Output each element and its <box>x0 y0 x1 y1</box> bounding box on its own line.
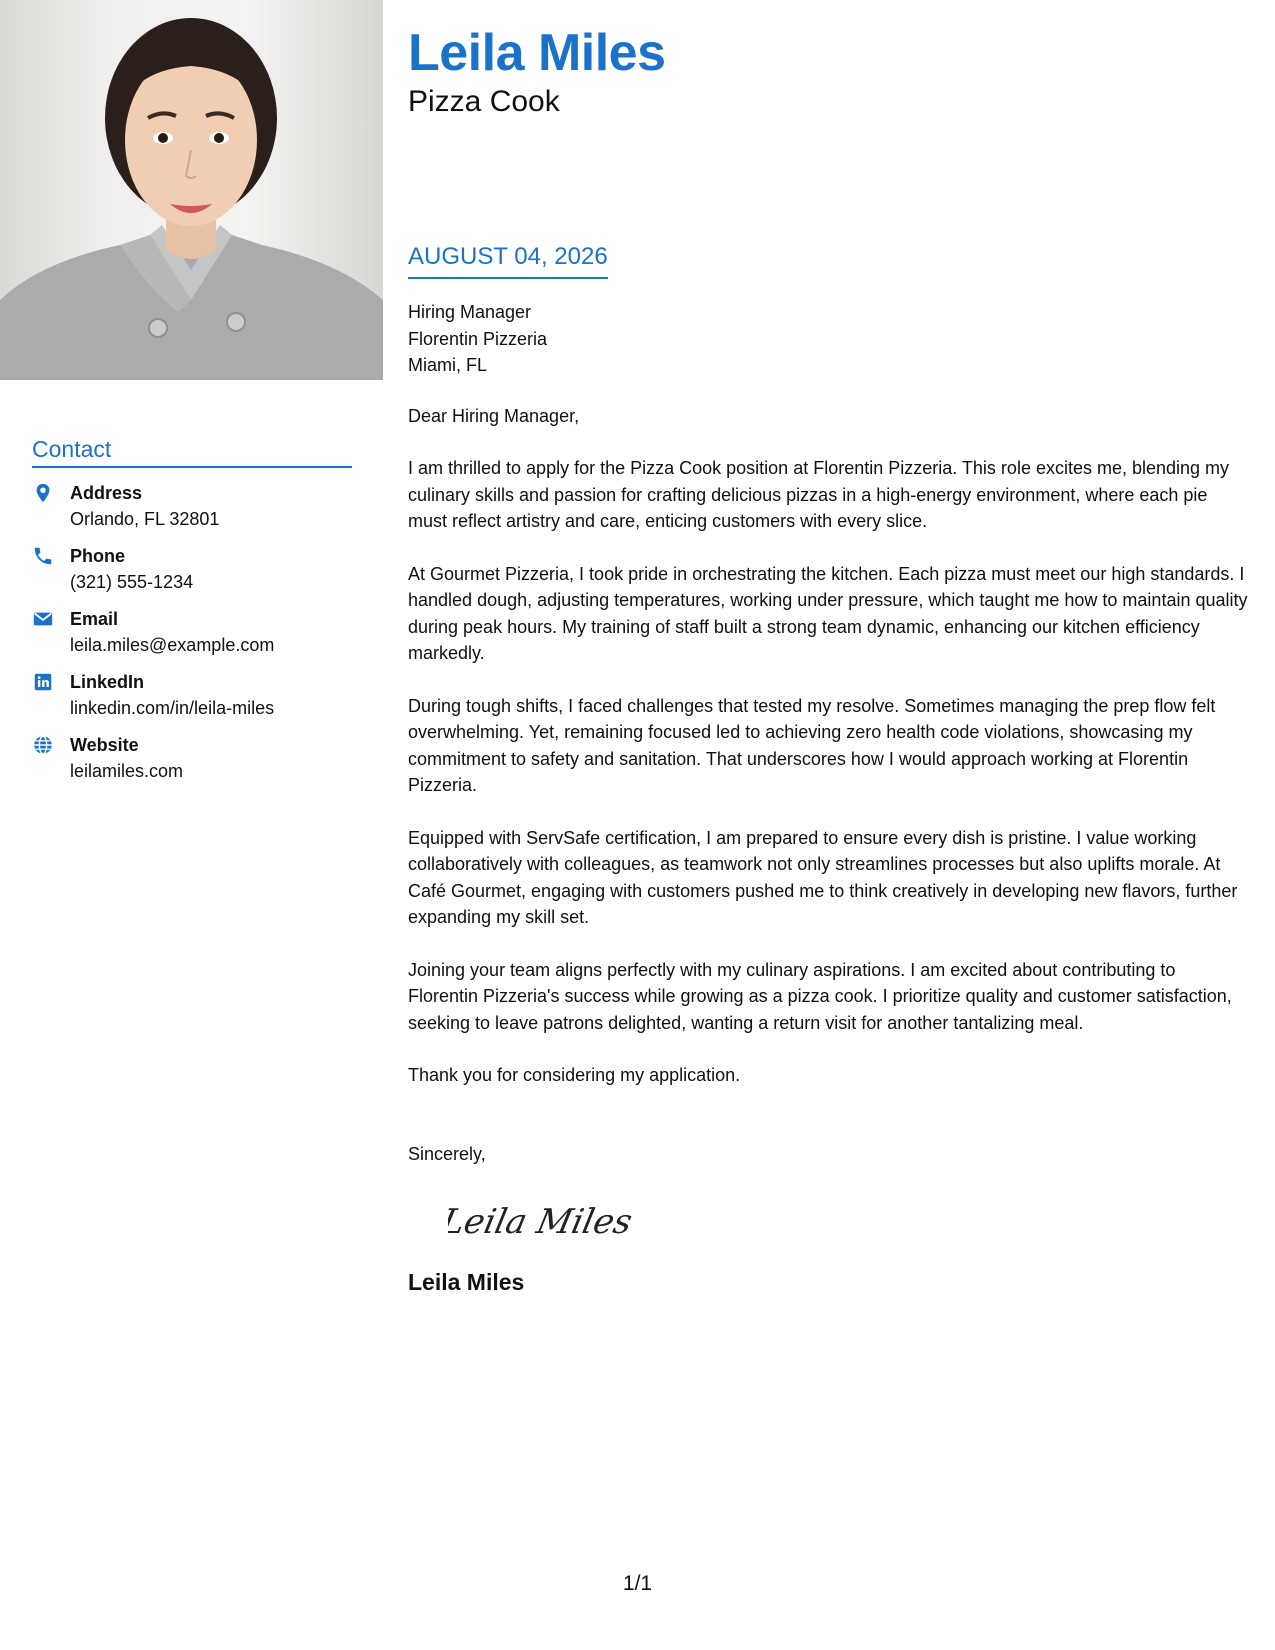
job-title: Pizza Cook <box>408 85 560 118</box>
phone-icon <box>32 543 70 567</box>
contact-sidebar <box>32 436 352 795</box>
letter-main <box>408 22 1248 1296</box>
recipient-block <box>408 299 1248 379</box>
letter-body <box>408 455 1248 1089</box>
body-paragraph: Thank you for considering my application. <box>408 1065 741 1085</box>
signed-name: Leila Miles <box>408 1269 525 1295</box>
envelope-icon <box>32 606 70 630</box>
contact-value[interactable]: leilamiles.com <box>70 761 184 781</box>
salutation: Dear Hiring Manager, <box>408 405 580 426</box>
letter-date: AUGUST 04, 2026 <box>408 243 608 279</box>
contact-value: Orlando, FL 32801 <box>70 509 220 529</box>
contact-value[interactable]: leila.miles@example.com <box>70 635 275 655</box>
applicant-name: Leila Miles <box>408 24 666 82</box>
body-paragraph: At Gourmet Pizzeria, I took pride in orchestrating the kitchen. Each pizza must meet our high standards. I handled dough, adjusting temperatures, working under pressure, which taught me how to maintain quality during peak hours. My training of staff built a strong team dynamic, enhancing our kitchen efficiency markedly. <box>408 563 1248 663</box>
signature-text: Leila Miles <box>448 1202 636 1242</box>
contact-label: Website <box>70 735 139 755</box>
contact-item-linkedin <box>32 669 352 721</box>
globe-icon <box>32 732 70 756</box>
recipient-line: Miami, FL <box>408 355 488 375</box>
contact-label: Email <box>70 609 119 629</box>
body-paragraph: During tough shifts, I faced challenges that tested my resolve. Sometimes managing the prep flow felt overwhelming. Yet, remaining focused led to achieving zero health code violations, showcasing my commitment to safety and sanitation. That underscores how I would approach working at Florentin Pizzeria. <box>408 695 1216 795</box>
recipient-line: Hiring Manager <box>408 302 532 322</box>
contact-item-phone <box>32 543 352 595</box>
portrait-illustration <box>0 0 383 380</box>
contact-label: LinkedIn <box>70 672 145 692</box>
contact-item-website <box>32 732 352 784</box>
page-number: 1/1 <box>622 1572 653 1595</box>
contact-label: Address <box>70 483 143 503</box>
profile-photo <box>0 0 383 380</box>
map-pin-icon <box>32 480 70 504</box>
body-paragraph: Joining your team aligns perfectly with my culinary aspirations. I am excited about contributing to Florentin Pizzeria's success while growing as a pizza cook. I prioritize quality and customer satisfaction, seeking to leave patrons delighted, wanting a return visit for another tantalizing meal. <box>408 959 1232 1033</box>
body-paragraph: Equipped with ServSafe certification, I am prepared to ensure every dish is pristine. I value working collaboratively with colleagues, as teamwork not only streamlines processes but also uplifts morale. At Café Gourmet, engaging with customers pushed me to think creatively in developing new flavors, further expanding my skill set. <box>408 827 1238 927</box>
body-paragraph: I am thrilled to apply for the Pizza Cook position at Florentin Pizzeria. This role excites me, blending my culinary skills and passion for crafting delicious pizzas in a high-energy environment, where each pie must reflect artistry and care, enticing customers with every slice. <box>408 458 1230 531</box>
recipient-line: Florentin Pizzeria <box>408 328 548 349</box>
contact-item-address <box>32 480 352 532</box>
contact-item-email <box>32 606 352 658</box>
contact-heading: Contact <box>32 436 352 468</box>
handwritten-signature <box>448 1193 1248 1253</box>
contact-value[interactable]: linkedin.com/in/leila-miles <box>70 698 275 718</box>
closing: Sincerely, <box>408 1143 486 1164</box>
contact-value: (321) 555-1234 <box>70 572 194 592</box>
contact-label: Phone <box>70 546 126 566</box>
linkedin-icon <box>32 669 70 693</box>
